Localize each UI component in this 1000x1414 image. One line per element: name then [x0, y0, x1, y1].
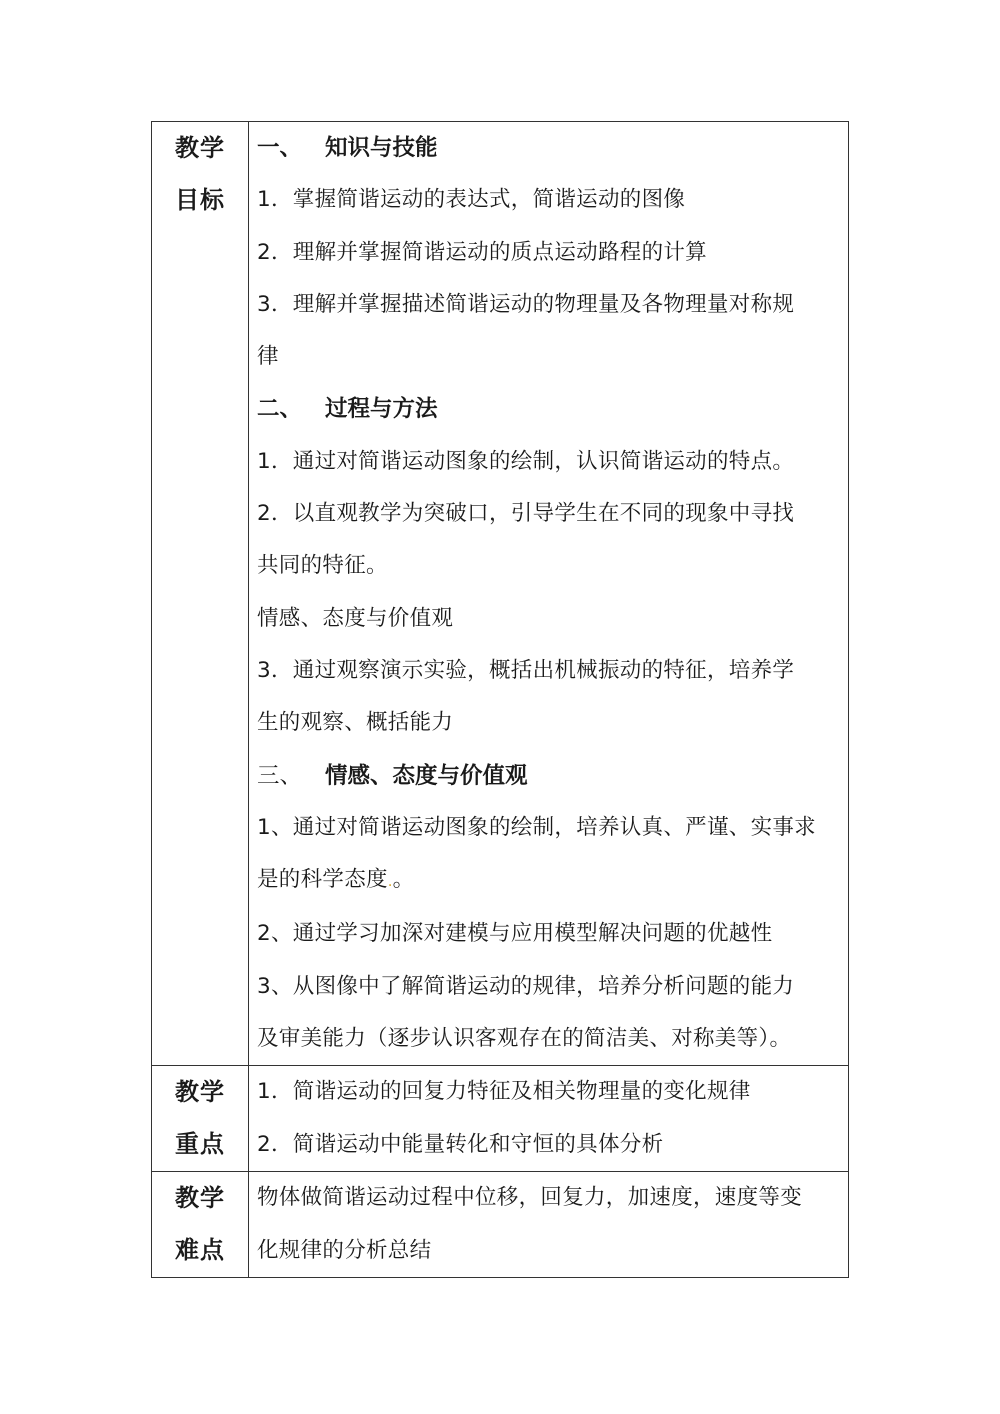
difficulty-item: 化规律的分析总结: [257, 1237, 432, 1263]
difficulty-item: 物体做简谐运动过程中位移，回复力，加速度，速度等变: [257, 1185, 803, 1211]
objective-item: 3、从图像中了解简谐运动的规律，培养分析问题的能力: [257, 973, 795, 999]
objective-item: 1．通过对简谐运动图象的绘制，认识简谐运动的特点。: [257, 448, 795, 474]
key-point-item: 2．简谐运动中能量转化和守恒的具体分析: [257, 1131, 664, 1157]
section-number: 二、: [257, 396, 303, 423]
objective-item: 共同的特征。: [257, 553, 388, 579]
lesson-plan-table: [151, 121, 849, 1278]
section-heading-process: [257, 383, 844, 435]
key-point-item: 1．简谐运动的回复力特征及相关物理量的变化规律: [257, 1079, 751, 1105]
objective-item: 情感、态度与价值观: [257, 605, 454, 631]
difficulties-label-cell: [152, 1172, 249, 1278]
key-points-label-line-1: 教学: [175, 1078, 225, 1107]
objective-item: 律: [257, 344, 279, 370]
key-points-content-cell: [249, 1066, 849, 1172]
objective-item: 3．通过观察演示实验，概括出机械振动的特征，培养学: [257, 657, 795, 683]
objective-item: [257, 854, 844, 908]
section-title: 知识与技能: [325, 135, 438, 161]
section-number: 一、: [257, 135, 303, 161]
objective-item: 生的观察、概括能力: [257, 710, 454, 736]
objective-item: 2．理解并掌握简谐运动的质点运动路程的计算: [257, 239, 707, 265]
difficulties-label-line-2: 难点: [175, 1236, 225, 1265]
key-points-label-cell: [152, 1066, 249, 1172]
objectives-label-line-2: 目标: [175, 186, 225, 214]
section-title: 情感、态度与价值观: [325, 762, 528, 789]
key-points-label-line-2: 重点: [175, 1130, 225, 1159]
section-number: 三、: [257, 762, 303, 789]
objective-item: 1、通过对简谐运动图象的绘制，培养认真、严谨、实事求: [257, 814, 816, 840]
difficulties-label-line-1: 教学: [175, 1184, 225, 1213]
objective-item-end: 。: [392, 867, 415, 893]
difficulties-row: [152, 1172, 849, 1278]
objective-item: 2、通过学习加深对建模与应用模型解决问题的优越性: [257, 921, 773, 947]
objectives-label-line-1: 教学: [175, 134, 225, 162]
objectives-row: [152, 122, 849, 1066]
objective-item: 1．掌握简谐运动的表达式，简谐运动的图像: [257, 187, 686, 213]
section-heading-attitude: [257, 750, 844, 802]
objectives-label-cell: [152, 122, 249, 1066]
objective-item: 2．以直观教学为突破口，引导学生在不同的现象中寻找: [257, 501, 795, 527]
objectives-content-cell: [249, 122, 849, 1066]
objective-item: 3．理解并掌握描述简谐运动的物理量及各物理量对称规: [257, 291, 795, 317]
objective-item: 及审美能力（逐步认识客观存在的简洁美、对称美等）。: [257, 1026, 792, 1052]
section-heading-knowledge: [257, 122, 844, 174]
revision-mark: .: [387, 874, 393, 891]
section-title: 过程与方法: [325, 396, 438, 423]
objective-item-text: 是的科学态度: [257, 867, 388, 893]
difficulties-content-cell: [249, 1172, 849, 1278]
key-points-row: [152, 1066, 849, 1172]
